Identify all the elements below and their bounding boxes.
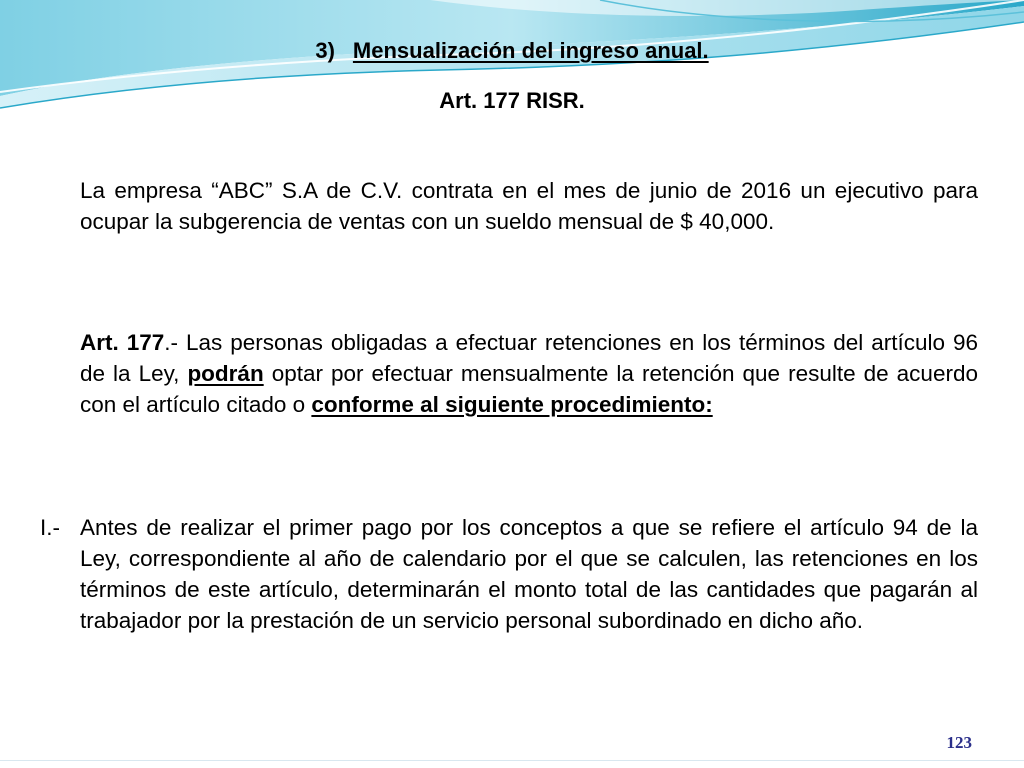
procedure-paragraph: Antes de realizar el primer pago por los conceptos a que se refiere el artículo 94 de la Ley, correspondiente al año de calendario por el que se calculen, las retenciones en los términos de este artículo, determinarán el monto total de las cantidades que pagarán al trabajador por la prestación de un servicio personal subordinado en dicho año.: [80, 515, 978, 633]
article-text-a: Las personas obligadas a efectuar retenciones en los términos del artículo 96 de la Ley,: [80, 330, 979, 386]
title-number: 3): [315, 38, 335, 63]
title-text: Mensualización del ingreso anual.: [352, 38, 709, 63]
article-emphasis-podran: podrán: [187, 361, 264, 386]
article-paragraph: [80, 327, 978, 420]
article-emphasis-procedure: conforme al siguiente procedimiento:: [311, 392, 713, 417]
article-label: Art. 177: [80, 330, 165, 355]
bottom-divider: [0, 760, 1024, 761]
slide-subtitle: Art. 177 RISR.: [439, 88, 585, 113]
case-paragraph: La empresa “ABC” S.A de C.V. contrata en el mes de junio de 2016 un ejecutivo para ocupar la subgerencia de ventas con un sueldo mensual de $ 40,000.: [80, 178, 978, 234]
list-numeral: I.-: [40, 515, 60, 540]
slide-title: [0, 37, 1024, 65]
page-number: 123: [946, 733, 972, 752]
article-text-b: optar por efectuar mensualmente la retención que resulte de acuerdo con el artículo citado o: [80, 361, 978, 417]
article-label-suffix: .-: [164, 330, 187, 355]
